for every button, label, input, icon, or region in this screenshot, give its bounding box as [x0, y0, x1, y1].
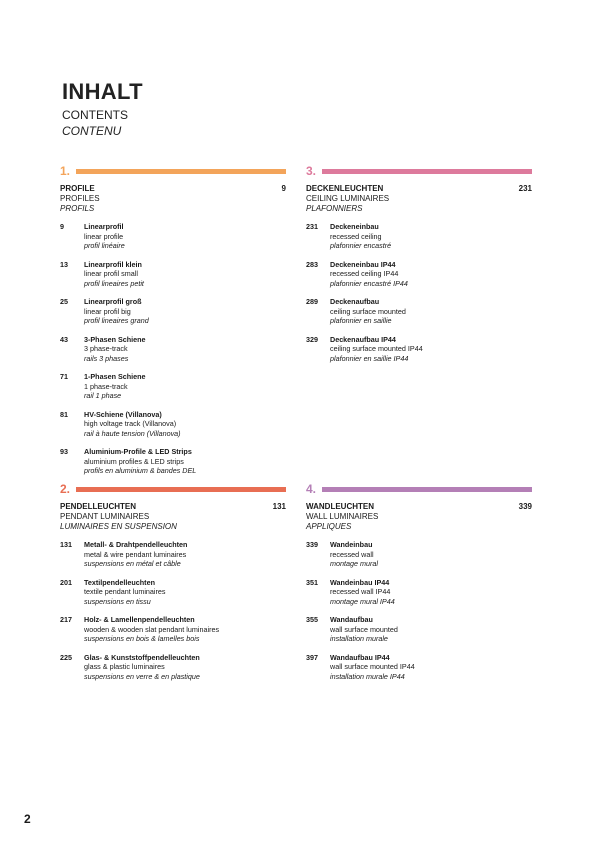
item-title-de: Wandaufbau [330, 615, 373, 624]
section-title: PROFILE [60, 184, 95, 193]
section-header [306, 482, 532, 496]
toc-item[interactable] [60, 335, 286, 364]
item-title-fr: plafonnier en saillie IP44 [330, 353, 409, 363]
toc-item[interactable] [306, 578, 532, 607]
item-title-en: recessed ceiling [330, 231, 382, 241]
section-title: WANDLEUCHTEN [306, 502, 374, 511]
item-page: 201 [60, 577, 72, 587]
item-title-en: 3 phase-track [84, 344, 128, 353]
item-title-en: ceiling surface mounted IP44 [330, 344, 423, 353]
item-title-en: linear profil big [84, 306, 131, 316]
section-color-bar [322, 169, 532, 174]
item-page: 283 [306, 259, 318, 269]
section-title-en: PROFILES [60, 194, 100, 203]
item-title-de: Deckenaufbau [330, 297, 380, 306]
section-title-fr: PLAFONNIERS [306, 204, 363, 213]
item-page: 13 [60, 259, 68, 269]
item-title-fr: installation murale IP44 [330, 671, 405, 681]
section-color-bar [322, 487, 532, 492]
item-title-fr: profil lineaires grand [84, 316, 149, 325]
item-title-fr: rails 3 phases [84, 353, 129, 363]
item-title-en: recessed wall [330, 549, 374, 559]
section-deckenleuchten [306, 164, 532, 372]
section-title-row [306, 502, 532, 512]
toc-item[interactable] [306, 615, 532, 644]
item-title-de: Linearprofil klein [84, 259, 142, 269]
item-page: 355 [306, 615, 318, 624]
toc-item[interactable] [60, 410, 286, 439]
section-header [60, 482, 286, 496]
section-items [60, 540, 286, 681]
item-title-en: aluminium profiles & LED strips [84, 456, 184, 466]
item-title-fr: profil linéaire [84, 241, 125, 250]
section-header [306, 164, 532, 178]
toc-item[interactable] [60, 297, 286, 326]
item-title-de: Deckeneinbau [330, 222, 379, 231]
section-items [306, 540, 532, 681]
item-title-en: ceiling surface mounted [330, 306, 406, 316]
item-page: 329 [306, 334, 318, 344]
item-title-en: wall surface mounted IP44 [330, 662, 415, 671]
item-title-fr: profils en aluminium & bandes DEL [84, 466, 197, 475]
item-page: 339 [306, 540, 318, 549]
toc-item[interactable] [60, 222, 286, 251]
item-title-fr: suspensions en tissu [84, 596, 151, 606]
item-title-de: HV-Schiene (Villanova) [84, 409, 162, 419]
toc-item[interactable] [60, 578, 286, 607]
item-page: 25 [60, 297, 68, 306]
item-page: 9 [60, 222, 64, 231]
item-title-fr: plafonnier encastré [330, 241, 392, 250]
toc-item[interactable] [306, 260, 532, 289]
toc-item[interactable] [60, 260, 286, 289]
item-title-en: high voltage track (Villanova) [84, 419, 177, 428]
item-page: 289 [306, 297, 318, 306]
item-title-fr: rail à haute tension (Villanova) [84, 428, 181, 438]
item-title-en: metal & wire pendant luminaires [84, 549, 187, 559]
item-title-en: recessed wall IP44 [330, 587, 391, 596]
page-title: INHALT [62, 79, 143, 104]
item-page: 225 [60, 652, 72, 662]
item-title-de: Linearprofil [84, 222, 124, 231]
toc-item[interactable] [60, 615, 286, 644]
toc-item[interactable] [60, 447, 286, 476]
toc-item[interactable] [306, 335, 532, 364]
section-title-en: CEILING LUMINAIRES [306, 194, 390, 203]
item-page: 71 [60, 372, 68, 381]
item-page: 397 [306, 652, 318, 662]
item-page: 93 [60, 447, 68, 456]
item-page: 43 [60, 334, 68, 344]
contents-header [62, 80, 143, 139]
item-title-en: wooden & wooden slat pendant luminaires [84, 624, 220, 634]
toc-item[interactable] [306, 653, 532, 682]
item-title-de: Aluminium-Profile & LED Strips [84, 447, 192, 456]
item-title-en: wall surface mounted [330, 624, 398, 634]
page-subtitle-en: CONTENTS [62, 108, 128, 122]
section-items [306, 222, 532, 363]
item-title-fr: profil lineaires petit [84, 278, 144, 288]
item-title-de: Holz- & Lamellenpendelleuchten [84, 615, 195, 624]
section-color-bar [76, 487, 286, 492]
page-number: 2 [24, 812, 31, 826]
item-title-de: Wandeinbau [330, 540, 373, 549]
item-title-en: linear profil small [84, 269, 138, 278]
item-title-en: textile pendant luminaires [84, 587, 166, 596]
section-header [60, 164, 286, 178]
item-title-fr: montage mural [330, 559, 378, 568]
section-color-bar [76, 169, 286, 174]
section-title-row [306, 184, 532, 194]
item-title-de: Glas- & Kunststoffpendelleuchten [84, 652, 200, 662]
section-profile [60, 164, 286, 485]
item-title-de: Textilpendelleuchten [84, 577, 155, 587]
section-number: 3. [306, 164, 317, 178]
section-number: 1. [60, 164, 71, 178]
item-page: 231 [306, 222, 318, 231]
item-page: 217 [60, 615, 72, 624]
item-title-fr: installation murale [330, 634, 388, 643]
item-title-en: recessed ceiling IP44 [330, 269, 399, 278]
toc-item[interactable] [306, 222, 532, 251]
item-title-de: Metall- & Drahtpendelleuchten [84, 540, 188, 549]
toc-item[interactable] [60, 372, 286, 401]
item-title-de: Wandeinbau IP44 [330, 577, 390, 587]
toc-item[interactable] [306, 297, 532, 326]
item-title-en: glass & plastic luminaires [84, 662, 165, 671]
item-title-de: 3-Phasen Schiene [84, 334, 146, 344]
section-title: DECKENLEUCHTEN [306, 184, 384, 193]
section-title-fr: PROFILS [60, 204, 95, 213]
item-title-fr: plafonnier encastré IP44 [330, 278, 408, 288]
item-page: 351 [306, 577, 318, 587]
section-title-fr: LUMINAIRES EN SUSPENSION [60, 522, 177, 531]
item-title-en: 1 phase-track [84, 381, 128, 391]
item-title-en: linear profile [84, 231, 124, 241]
section-title-row [60, 184, 286, 194]
section-page[interactable]: 339 [518, 502, 532, 511]
item-page: 131 [60, 540, 72, 549]
section-page[interactable]: 9 [281, 184, 286, 193]
page-subtitle-fr: CONTENU [62, 124, 122, 138]
item-title-de: 1-Phasen Schiene [84, 372, 146, 381]
item-title-fr: suspensions en bois & lamelles bois [84, 634, 200, 643]
item-title-fr: suspensions en métal et câble [84, 559, 181, 568]
toc-item[interactable] [306, 540, 532, 569]
item-title-fr: plafonnier en saillie [330, 316, 392, 325]
section-number: 2. [60, 482, 71, 496]
item-title-de: Linearprofil groß [84, 297, 142, 306]
item-title-fr: montage mural IP44 [330, 596, 395, 606]
item-title-fr: suspensions en verre & en plastique [84, 671, 200, 681]
section-title: PENDELLEUCHTEN [60, 502, 137, 511]
section-pendelleuchten [60, 482, 286, 690]
section-items [60, 222, 286, 476]
section-title-row [60, 502, 286, 512]
section-number: 4. [306, 482, 317, 496]
section-wandleuchten [306, 482, 532, 690]
item-page: 81 [60, 409, 68, 419]
section-page[interactable]: 131 [272, 502, 286, 511]
item-title-de: Deckeneinbau IP44 [330, 259, 396, 269]
section-page[interactable]: 231 [518, 184, 532, 193]
section-title-en: PENDANT LUMINAIRES [60, 512, 150, 521]
section-title-fr: APPLIQUES [306, 522, 352, 531]
section-title-en: WALL LUMINAIRES [306, 512, 379, 521]
item-title-de: Wandaufbau IP44 [330, 652, 390, 662]
item-title-fr: rail 1 phase [84, 391, 122, 400]
toc-item[interactable] [60, 653, 286, 682]
toc-item[interactable] [60, 540, 286, 569]
item-title-de: Deckenaufbau IP44 [330, 334, 396, 344]
